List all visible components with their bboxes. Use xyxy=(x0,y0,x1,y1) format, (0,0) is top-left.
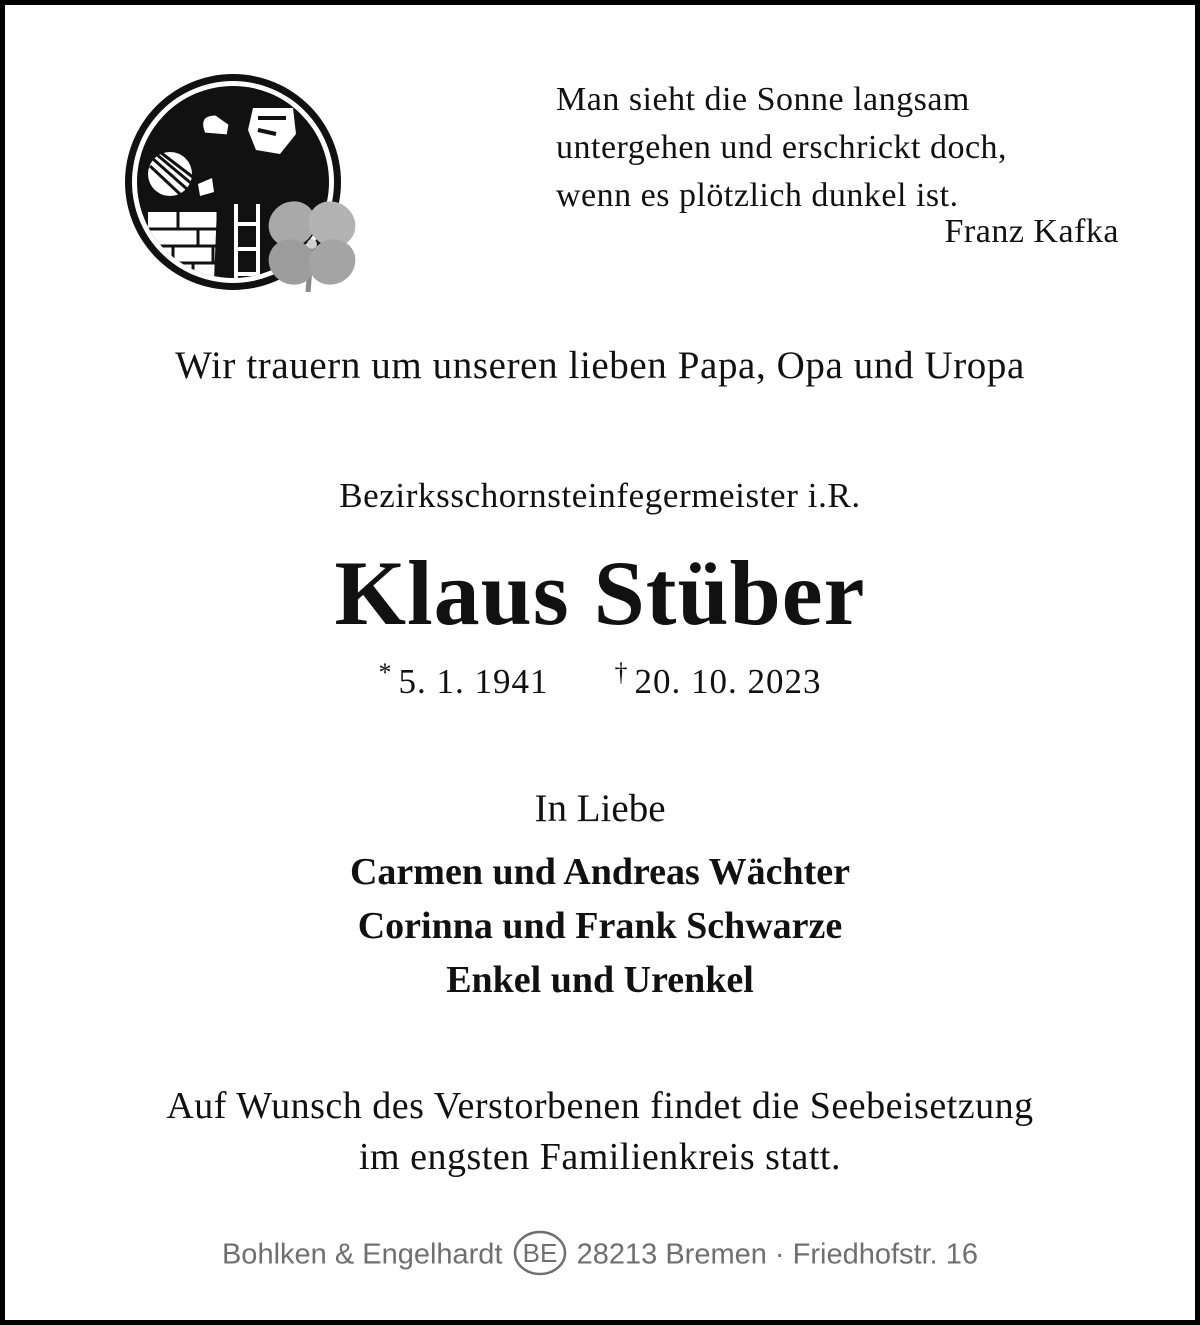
logo-letters: BE xyxy=(522,1238,557,1268)
chimney-sweep-emblem-icon xyxy=(108,74,368,304)
burial-note xyxy=(0,1081,1200,1183)
mourner-line: Carmen und Andreas Wächter xyxy=(349,851,850,893)
funeral-home-address: 28213 Bremen · Friedhofstr. 16 xyxy=(576,1238,979,1271)
mourners-list xyxy=(0,845,1200,1007)
death-date: 20. 10. 2023 xyxy=(634,662,822,701)
death-cross-icon: † xyxy=(614,658,629,687)
quote-author: Franz Kafka xyxy=(944,213,1119,250)
funeral-home-footer xyxy=(0,1230,1200,1280)
quote-line: wenn es plötzlich dunkel ist. xyxy=(556,177,959,214)
note-line: Auf Wunsch des Verstorbenen findet die Seebeisetzung xyxy=(166,1085,1034,1127)
mourner-line: Corinna und Frank Schwarze xyxy=(357,905,843,947)
kafka-quote xyxy=(556,76,1131,256)
funeral-home-name: Bohlken & Engelhardt xyxy=(221,1238,503,1271)
quote-line: untergehen und erschrickt doch, xyxy=(556,129,1008,166)
birth-date: 5. 1. 1941 xyxy=(398,662,549,701)
mourner-line: Enkel und Urenkel xyxy=(446,959,754,1001)
deceased-name: Klaus Stüber xyxy=(334,542,866,644)
mourners-intro: In Liebe xyxy=(534,787,666,830)
life-dates xyxy=(0,658,1200,702)
deceased-profession: Bezirksschornsteinfegermeister i.R. xyxy=(339,476,861,515)
note-line: im engsten Familienkreis statt. xyxy=(359,1136,841,1178)
quote-line: Man sieht die Sonne langsam xyxy=(556,81,970,118)
funeral-home-logo-icon xyxy=(513,1230,567,1276)
mourning-intro: Wir trauern um unseren lieben Papa, Opa und Uropa xyxy=(175,344,1025,387)
birth-star-icon: * xyxy=(378,658,393,687)
